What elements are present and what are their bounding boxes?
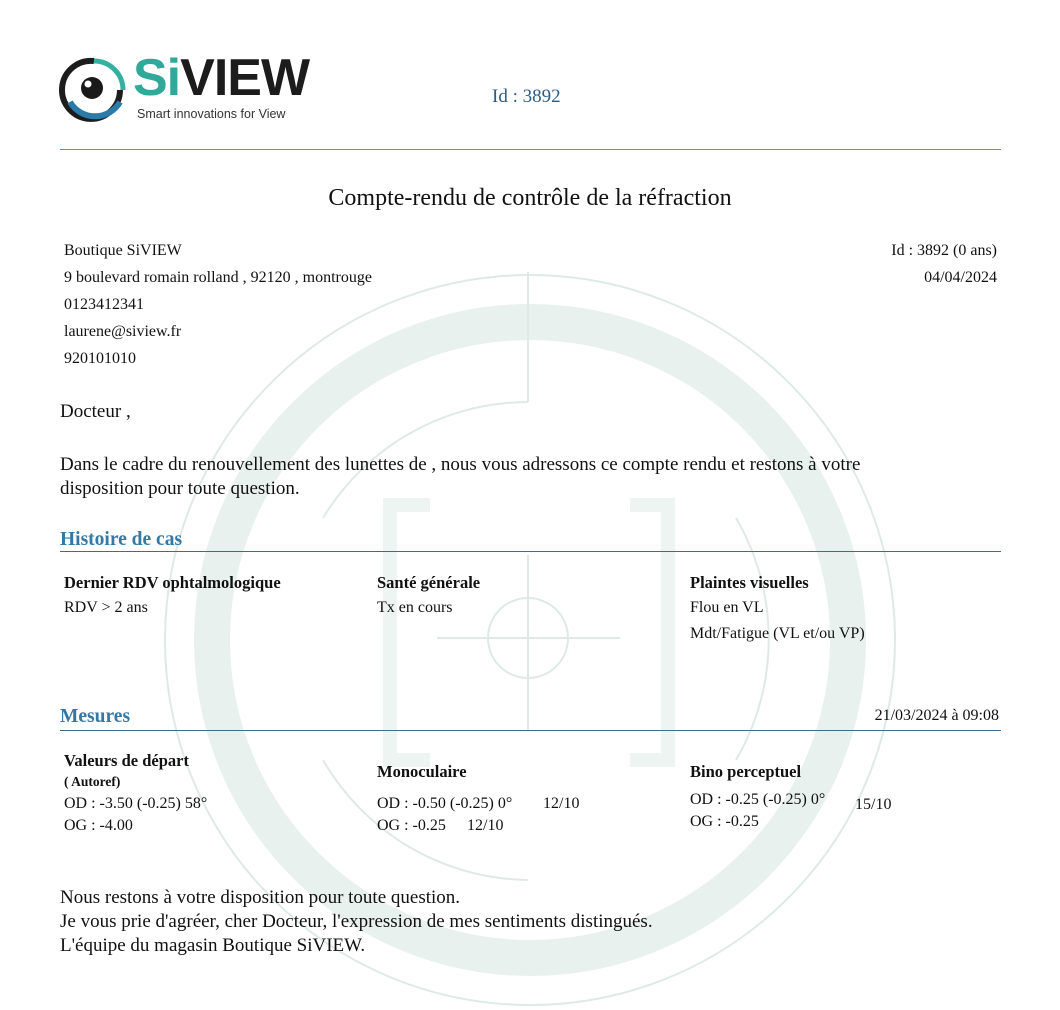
start-values-label: Valeurs de départ [64, 751, 189, 770]
logo-si: Si [133, 49, 181, 107]
mono-og-acuity: 12/10 [467, 817, 504, 834]
start-values-od: OD : -3.50 (-0.25) 58° [64, 795, 208, 812]
store-address: 9 boulevard romain rolland , 92120 , montrouge [64, 269, 372, 286]
history-col1-value: RDV > 2 ans [64, 599, 148, 616]
mono-og: OG : -0.25 [377, 817, 446, 834]
store-phone: 0123412341 [64, 296, 144, 313]
section-rule-history [60, 551, 1001, 552]
intro-line-2: disposition pour toute question. [60, 478, 300, 499]
start-values-og: OG : -4.00 [64, 817, 133, 834]
report-date: 04/04/2024 [924, 269, 997, 286]
history-col2-label: Santé générale [377, 573, 481, 592]
bino-od: OD : -0.25 (-0.25) 0° [690, 791, 826, 808]
header-id: Id : 3892 [492, 86, 561, 107]
header-divider [60, 149, 1001, 150]
mono-od-acuity: 12/10 [543, 795, 580, 812]
patient-id-age: Id : 3892 (0 ans) [891, 242, 997, 259]
history-col1-label: Dernier RDV ophtalmologique [64, 573, 281, 592]
section-rule-measures [60, 730, 1001, 731]
start-values-sub: ( Autoref) [64, 774, 121, 789]
measures-datetime: 21/03/2024 à 09:08 [874, 707, 999, 724]
section-title-history: Histoire de cas [60, 529, 183, 550]
store-code: 920101010 [64, 350, 136, 367]
logo-wordmark [133, 49, 310, 107]
mono-label: Monoculaire [377, 762, 467, 781]
logo-tagline: Smart innovations for View [137, 107, 286, 121]
history-col3-value-2: Mdt/Fatigue (VL et/ou VP) [690, 625, 865, 642]
store-name: Boutique SiVIEW [64, 242, 182, 259]
history-col3-value-1: Flou en VL [690, 599, 764, 616]
history-col2-value: Tx en cours [377, 599, 453, 616]
section-title-measures: Mesures [60, 706, 131, 727]
logo-view: VIEW [180, 49, 310, 107]
bino-og: OG : -0.25 [690, 813, 759, 830]
history-col3-label: Plaintes visuelles [690, 573, 809, 592]
bino-label: Bino perceptuel [690, 762, 802, 781]
eye-logo-icon [58, 54, 130, 126]
mono-od: OD : -0.50 (-0.25) 0° [377, 795, 513, 812]
closing-line-3: L'équipe du magasin Boutique SiVIEW. [60, 935, 366, 956]
closing-line-1: Nous restons à votre disposition pour toute question. [60, 887, 461, 908]
store-email: laurene@siview.fr [64, 323, 182, 340]
intro-line-1: Dans le cadre du renouvellement des lunettes de , nous vous adressons ce compte rendu et restons à votre [60, 454, 861, 475]
greeting: Docteur , [60, 401, 131, 422]
closing-line-2: Je vous prie d'agréer, cher Docteur, l'expression de mes sentiments distingués. [60, 911, 653, 932]
document-title: Compte-rendu de contrôle de la réfraction [328, 185, 732, 211]
bino-acuity: 15/10 [855, 796, 892, 813]
